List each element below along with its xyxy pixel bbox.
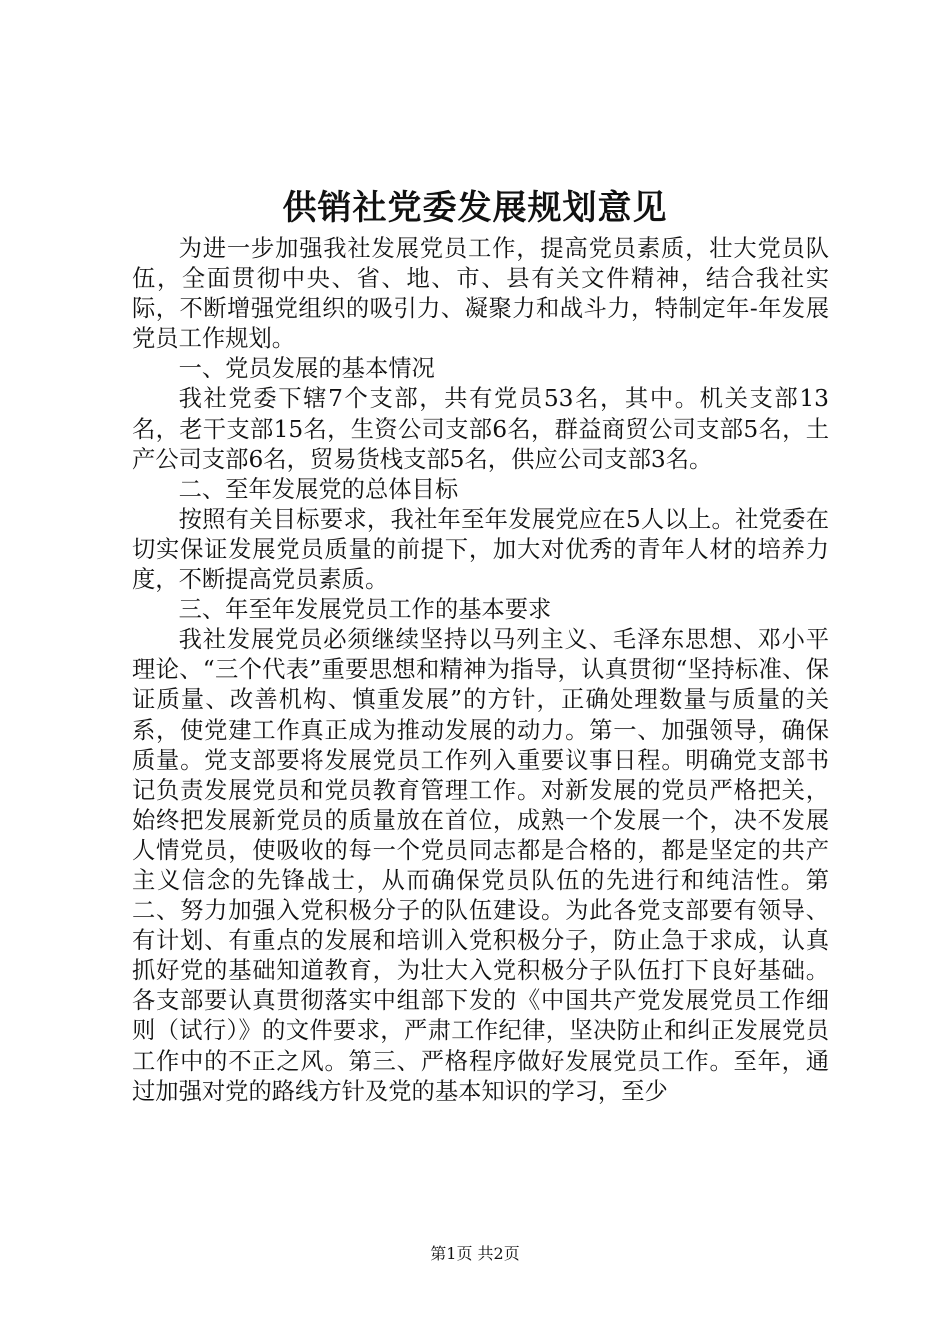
section-heading-3: 三、年至年发展党员工作的基本要求 bbox=[178, 596, 552, 624]
section-1-paragraph: 我社党委下辖7个支部，共有党员53名，其中。机关支部13名，老干支部15名，生资公司支部6名，群益商贸公司支部5名，土产公司支部6名，贸易货栈支部5名，供应公司支部3名。 bbox=[132, 385, 829, 473]
document-body bbox=[132, 234, 829, 1107]
section-3-paragraph: 我社发展党员必须继续坚持以马列主义、毛泽东思想、邓小平理论、“三个代表”重要思想和精神为指导，认真贯彻“坚持标准、保证质量、改善机构、慎重发展”的方针，正确处理数量与质量的关系，使党建工作真正成为推动发展的动力。第一、加强领导，确保质量。党支部要将发展党员工作列入重要议事日程。明确党支部书记负责发展党员和党员教育管理工作。对新发展的党员严格把关，始终把发展新党员的质量放在首位，成熟一个发展一个，决不发展人情党员，使吸收的每一个党员同志都是合格的，都是坚定的共产主义信念的先锋战士，从而确保党员队伍的先进行和纯洁性。第二、努力加强入党积极分子的队伍建设。为此各党支部要有领导、有计划、有重点的发展和培训入党积极分子，防止急于求成，认真抓好党的基础知道教育，为壮大入党积极分子队伍打下良好基础。各支部要认真贯彻落实中组部下发的《中国共产党发展党员工作细则（试行）》的文件要求，严肃工作纪律，坚决防止和纠正发展党员工作中的不正之风。第三、严格程序做好发展党员工作。至年，通过加强对党的路线方针及党的基本知识的学习，至少 bbox=[132, 626, 829, 1105]
section-heading-1: 一、党员发展的基本情况 bbox=[178, 355, 435, 383]
document-title: 供销社党委发展规划意见 bbox=[282, 188, 668, 228]
section-heading-2: 二、至年发展党的总体目标 bbox=[178, 475, 459, 503]
intro-paragraph: 为进一步加强我社发展党员工作，提高党员素质，壮大党员队伍，全面贯彻中央、省、地、市、县有关文件精神，结合我社实际，不断增强党组织的吸引力、凝聚力和战斗力，特制定年-年发展党员工作规划。 bbox=[132, 235, 829, 353]
page-number-footer: 第1页 共2页 bbox=[430, 1244, 520, 1263]
section-2-paragraph: 按照有关目标要求，我社年至年发展党应在5人以上。社党委在切实保证发展党员质量的前提下，加大对优秀的青年人材的培养力度，不断提高党员素质。 bbox=[132, 505, 829, 594]
